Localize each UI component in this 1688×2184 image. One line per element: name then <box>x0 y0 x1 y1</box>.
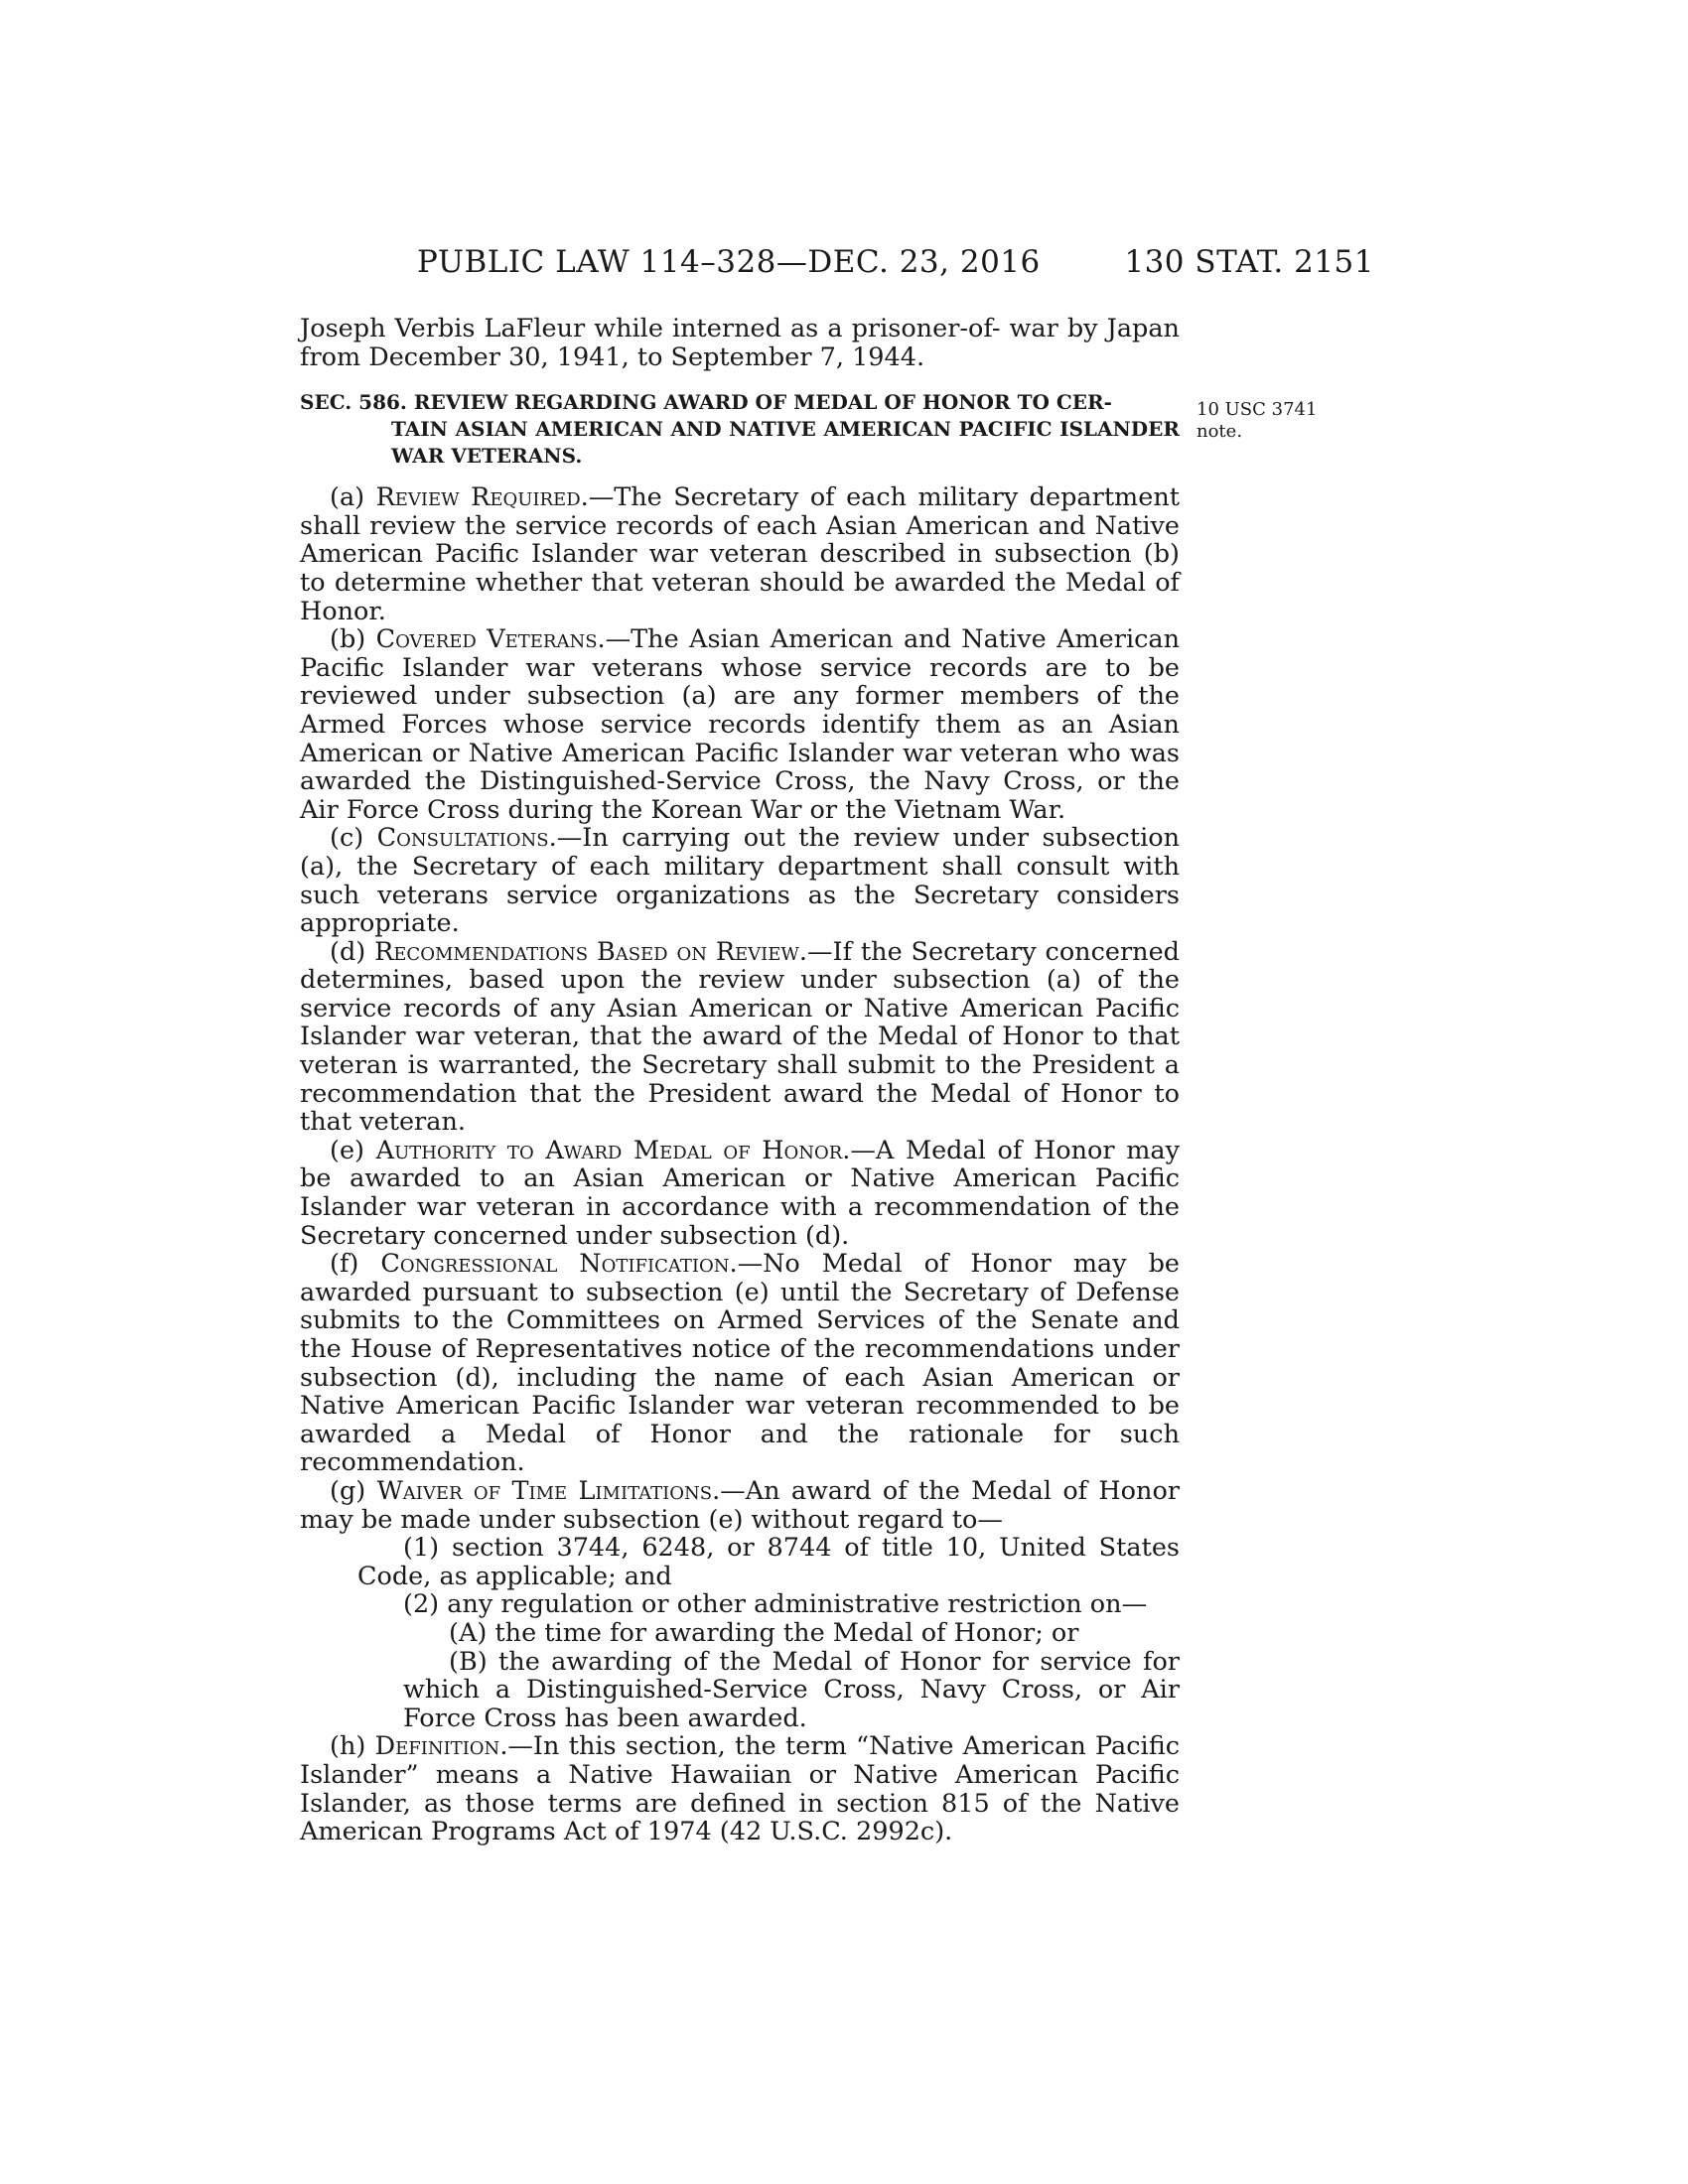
paragraph-g-1 <box>300 1534 1180 1590</box>
section-title-rest: TAIN ASIAN AMERICAN AND NATIVE AMERICAN PACIFIC ISLANDER WAR VETERANS. <box>391 417 1180 469</box>
paragraph-f-heading: Congressional Notification <box>380 1249 730 1280</box>
paragraph-g <box>300 1477 1180 1534</box>
section-number: SEC. 586. <box>300 390 407 415</box>
section-heading <box>300 389 1180 470</box>
paragraph-g-2-B <box>300 1648 1180 1733</box>
margin-note-line2: note. <box>1196 421 1243 442</box>
stat-page-number: 130 STAT. 2151 <box>1124 244 1374 280</box>
paragraph-h-heading: Definition <box>374 1731 500 1762</box>
paragraph-g-1-label: (1) <box>403 1533 440 1564</box>
paragraph-g-2-label: (2) <box>403 1589 440 1620</box>
paragraph-g-2 <box>300 1590 1180 1619</box>
paragraph-g-2-text: any regulation or other administrative restriction on— <box>447 1589 1148 1620</box>
paragraph-c <box>300 824 1180 937</box>
paragraph-b-label: (b) <box>330 624 366 655</box>
paragraph-g-heading: Waiver of Time Limitations <box>376 1475 713 1506</box>
paragraph-e-label: (e) <box>330 1135 364 1165</box>
paragraph-d <box>300 938 1180 1137</box>
paragraph-d-label: (d) <box>330 936 366 967</box>
paragraph-a <box>300 483 1180 625</box>
margin-citation-note <box>1196 399 1317 443</box>
paragraph-g-2-B-label: (B) <box>449 1646 488 1677</box>
paragraph-g-1-text: section 3744, 6248, or 8744 of title 10, United States Code, as applicable; and <box>357 1533 1181 1591</box>
document-body <box>300 315 1180 1846</box>
paragraph-g-2-A <box>300 1619 1180 1648</box>
paragraph-d-text: .—If the Secretary concerned determines, based upon the review under subsection (a) of the service records of any Asian American or Native American Pacific Islander war veteran, that the award of the Medal of Honor to that veteran is warranted, the Secretary shall submit to the President a recommendation that the President award the Medal of Honor to that veteran. <box>300 936 1180 1138</box>
paragraph-b-text: .—The Asian American and Native American Pacific Islander war veterans whose service records are to be reviewed under subsection (a) are any former members of the Armed Forces whose service records identify them as an Asian American or Native American Pacific Islander war veteran who was awarded the Distinguished-Service Cross, the Navy Cross, or the Air Force Cross during the Korean War or the Vietnam War. <box>300 624 1181 825</box>
paragraph-a-label: (a) <box>330 482 365 513</box>
public-law-title: PUBLIC LAW 114–328—DEC. 23, 2016 <box>417 244 1041 280</box>
paragraph-f <box>300 1250 1180 1477</box>
paragraph-b-heading: Covered Veterans <box>375 624 598 655</box>
paragraph-g-2-B-text: the awarding of the Medal of Honor for service for which a Distinguished-Service Cross, Navy Cross, or Air Force Cross has been awarded. <box>403 1646 1180 1733</box>
paragraph-h-text: .—In this section, the term “Native American Pacific Islander” means a Native Hawaiian or Native American Pacific Islander, as those terms are defined in section 815 of the Native American Programs Act of 1974 (42 U.S.C. 2992c). <box>300 1731 1180 1847</box>
paragraph-d-heading: Recommendations Based on Review <box>374 936 799 967</box>
paragraph-c-heading: Consultations <box>376 823 549 854</box>
paragraph-g-2-A-label: (A) <box>449 1617 488 1648</box>
paragraph-f-label: (f) <box>330 1249 359 1280</box>
paragraph-b <box>300 625 1180 824</box>
paragraph-e-text: .—A Medal of Honor may be awarded to an Asian American or Native American Pacific Islander war veteran in accordance with a recommendation of the Secretary concerned under subsection (d). <box>300 1135 1180 1251</box>
paragraph-e <box>300 1137 1180 1250</box>
paragraph-g-label: (g) <box>330 1475 366 1506</box>
paragraph-c-text: .—In carrying out the review under subsection (a), the Secretary of each military department shall consult with such veterans service organizations as the Secretary considers appropriate. <box>300 823 1181 939</box>
paragraph-h-label: (h) <box>330 1731 366 1762</box>
paragraph-c-label: (c) <box>330 823 364 854</box>
intro-paragraph: Joseph Verbis LaFleur while interned as a prisoner-of- war by Japan from December 30, 1941, to September 7, 1944. <box>300 314 1180 372</box>
paragraph-a-text: .—The Secretary of each military department shall review the service records of each Asian American and Native American Pacific Islander war veteran described in subsection (b) to determine whether that veteran should be awarded the Medal of Honor. <box>300 482 1181 626</box>
paragraph-e-heading: Authority to Award Medal of Honor <box>375 1135 843 1165</box>
margin-note-line1: 10 USC 3741 <box>1196 399 1318 420</box>
paragraph-f-text: .—No Medal of Honor may be awarded pursuant to subsection (e) until the Secretary of Defense submits to the Committees on Armed Services of the Senate and the House of Representatives notice of the recommendations under subsection (d), including the name of each Asian American or Native American Pacific Islander war veteran recommended to be awarded a Medal of Honor and the rationale for such recommendation. <box>300 1249 1181 1478</box>
page-header <box>300 244 1374 284</box>
paragraph-a-heading: Review Required <box>375 482 581 513</box>
section-title-line1: REVIEW REGARDING AWARD OF MEDAL OF HONOR TO CER- <box>413 390 1112 415</box>
paragraph-h <box>300 1732 1180 1845</box>
paragraph-g-text: .—An award of the Medal of Honor may be made under subsection (e) without regard to— <box>300 1475 1180 1535</box>
paragraph-g-2-A-text: the time for awarding the Medal of Honor; or <box>494 1617 1079 1648</box>
